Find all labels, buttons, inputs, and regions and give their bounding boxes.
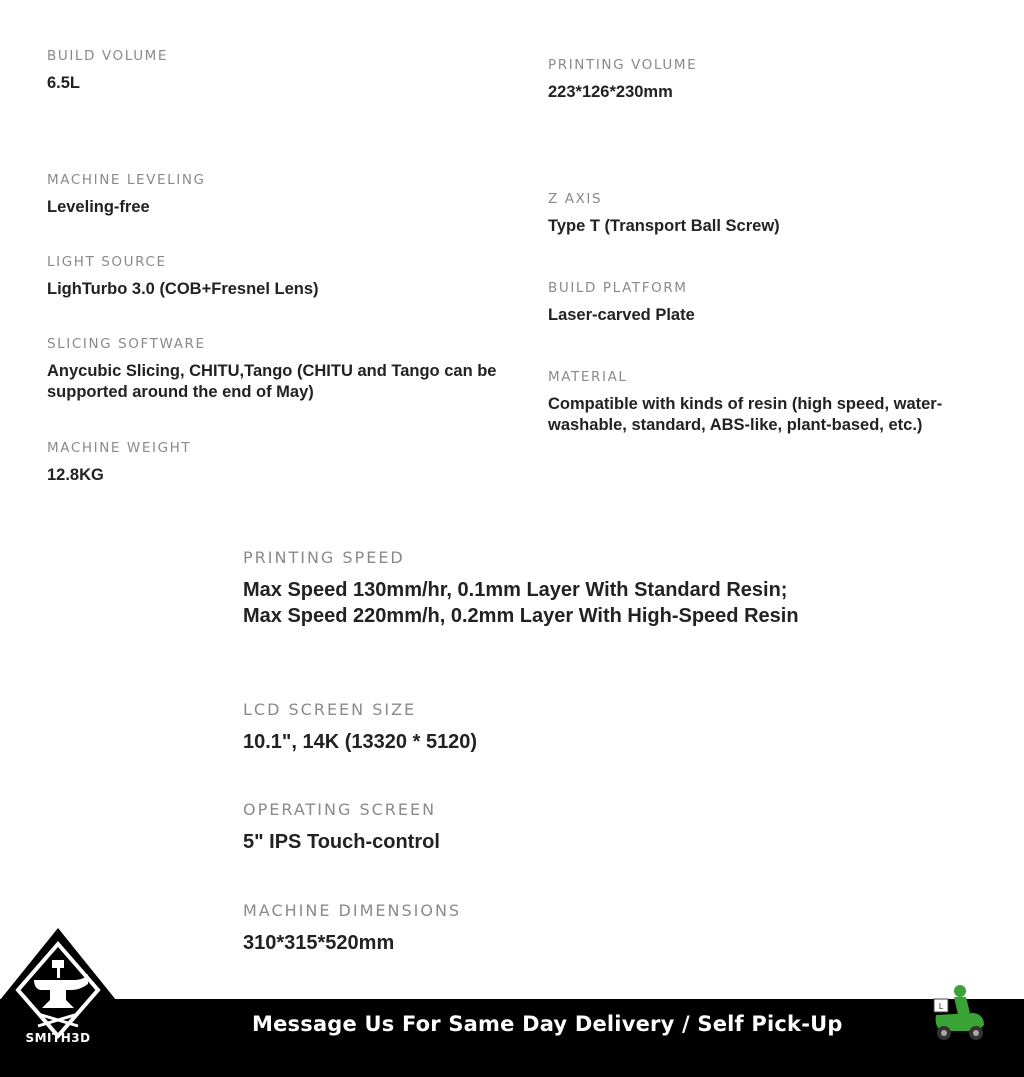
spec-label: MACHINE LEVELING xyxy=(47,172,206,188)
spec-label: LIGHT SOURCE xyxy=(47,254,167,270)
spec-label: SLICING SOFTWARE xyxy=(47,336,206,352)
svg-text:L: L xyxy=(938,1002,944,1011)
spec-light-source xyxy=(47,254,319,300)
spec-value: 310*315*520mm xyxy=(243,932,395,954)
spec-value: 12.8KG xyxy=(47,466,104,484)
spec-value: Laser-carved Plate xyxy=(548,306,695,324)
spec-label: BUILD PLATFORM xyxy=(548,280,688,296)
spec-z-axis xyxy=(548,191,780,237)
spec-value: Leveling-free xyxy=(47,198,150,216)
spec-printing-speed xyxy=(243,548,803,629)
spec-value: Anycubic Slicing, CHITU,Tango (CHITU and Tango can be supported around the end of May) xyxy=(47,362,497,401)
spec-label: Z AXIS xyxy=(548,191,603,207)
spec-label: MATERIAL xyxy=(548,369,628,385)
spec-value: 10.1", 14K (13320 * 5120) xyxy=(243,731,478,753)
spec-printing-volume xyxy=(548,57,697,103)
anvil-logo-icon xyxy=(0,928,116,1077)
spec-label: MACHINE WEIGHT xyxy=(47,440,192,456)
spec-lcd-screen-size xyxy=(243,700,477,755)
spec-label: BUILD VOLUME xyxy=(47,48,169,64)
logo-text: SMITH3D xyxy=(25,1031,91,1045)
spec-build-volume xyxy=(47,48,168,94)
spec-material xyxy=(548,369,1013,436)
delivery-scooter-icon xyxy=(928,983,990,1045)
spec-operating-screen xyxy=(243,800,440,855)
spec-value: Type T (Transport Ball Screw) xyxy=(548,217,780,235)
spec-value: Compatible with kinds of resin (high speed, water-washable, standard, ABS-like, plant-based, etc.) xyxy=(548,395,943,434)
spec-label: PRINTING VOLUME xyxy=(548,57,698,73)
spec-label: PRINTING SPEED xyxy=(243,548,405,567)
footer-bar xyxy=(0,999,1024,1077)
spec-value: 5" IPS Touch-control xyxy=(243,831,440,853)
spec-label: MACHINE DIMENSIONS xyxy=(243,901,462,920)
spec-slicing-software xyxy=(47,336,512,403)
spec-machine-dimensions xyxy=(243,901,461,956)
spec-build-platform xyxy=(548,280,695,326)
spec-machine-weight xyxy=(47,440,191,486)
spec-value: 6.5L xyxy=(47,74,81,92)
spec-label: LCD SCREEN SIZE xyxy=(243,700,417,719)
spec-value: Max Speed 130mm/hr, 0.1mm Layer With Standard Resin; Max Speed 220mm/h, 0.2mm Layer With High-Speed Resin xyxy=(243,579,799,627)
spec-value: LighTurbo 3.0 (COB+Fresnel Lens) xyxy=(47,280,319,298)
spec-value: 223*126*230mm xyxy=(548,83,673,101)
spec-label: OPERATING SCREEN xyxy=(243,800,437,819)
footer-message: Message Us For Same Day Delivery / Self Pick-Up xyxy=(252,1012,843,1036)
spec-machine-leveling xyxy=(47,172,206,218)
